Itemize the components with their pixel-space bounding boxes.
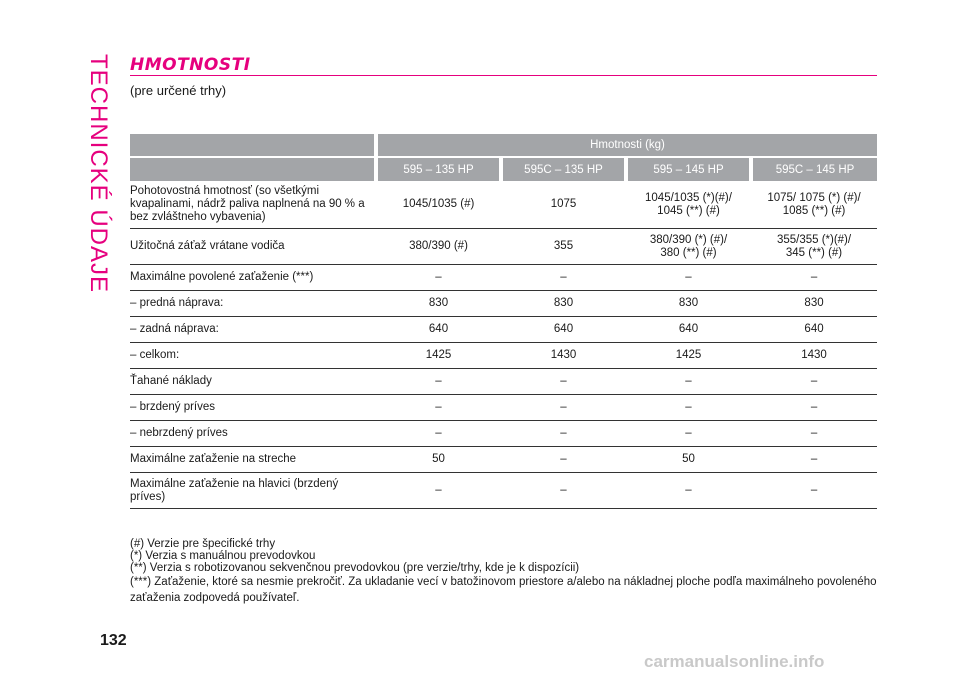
table-cell: 830 (626, 291, 751, 317)
table-cell: – (751, 473, 877, 509)
table-cell: – (376, 395, 501, 421)
table-cell: 1045/1035 (*)(#)/ 1045 (**) (#) (626, 181, 751, 229)
footnotes (130, 538, 877, 606)
table-cell: 830 (751, 291, 877, 317)
table-cell: – (626, 421, 751, 447)
table-cell: – (501, 421, 626, 447)
table-row (130, 447, 877, 473)
column-header: 595 – 135 HP (376, 157, 501, 181)
table-cell: 50 (626, 447, 751, 473)
table-cell: – (751, 265, 877, 291)
column-header: 595C – 145 HP (751, 157, 877, 181)
column-header: 595 – 145 HP (626, 157, 751, 181)
table-cell: 1045/1035 (#) (376, 181, 501, 229)
weights-table (130, 134, 877, 509)
table-row (130, 181, 877, 229)
table-cell: – (751, 447, 877, 473)
table-cell: – (376, 369, 501, 395)
table-row (130, 395, 877, 421)
table-cell: – (626, 473, 751, 509)
watermark: carmanualsonline.info (644, 652, 825, 671)
table-cell: – (501, 265, 626, 291)
table-cell: – (751, 369, 877, 395)
row-label: Pohotovostná hmotnosť (so všetkými kvapalinami, nádrž paliva naplnená na 90 % a bez zvláštneho vybavenia) (130, 181, 376, 229)
table-cell: – (751, 421, 877, 447)
table-row (130, 473, 877, 509)
row-label: Maximálne zaťaženie na streche (130, 447, 376, 473)
footnote: (#) Verzie pre špecifické trhy (130, 538, 276, 550)
table-cell: – (501, 395, 626, 421)
table-row (130, 343, 877, 369)
row-label: – celkom: (130, 343, 376, 369)
table-cell: 830 (501, 291, 626, 317)
row-label: – predná náprava: (130, 291, 376, 317)
table-cell: – (376, 473, 501, 509)
row-label: – nebrzdený príves (130, 421, 376, 447)
row-label: Maximálne zaťaženie na hlavici (brzdený príves) (130, 473, 376, 509)
table-cell: – (376, 421, 501, 447)
table-cell: – (501, 369, 626, 395)
table-cell: 1430 (501, 343, 626, 369)
table-cell: 640 (501, 317, 626, 343)
table-cell: 1075/ 1075 (*) (#)/ 1085 (**) (#) (751, 181, 877, 229)
table-row (130, 369, 877, 395)
row-label: – zadná náprava: (130, 317, 376, 343)
column-header: 595C – 135 HP (501, 157, 626, 181)
footnote: (*) Verzia s manuálnou prevodovkou (130, 550, 316, 562)
row-label: – brzdený príves (130, 395, 376, 421)
table-cell: – (501, 447, 626, 473)
table-cell: 640 (626, 317, 751, 343)
subtitle: (pre určené trhy) (130, 83, 227, 98)
table-cell: – (626, 395, 751, 421)
section-title: HMOTNOSTI (130, 55, 251, 75)
table-cell: 50 (376, 447, 501, 473)
header-blank (130, 134, 376, 157)
table-cell: 1075 (501, 181, 626, 229)
table-cell: 380/390 (#) (376, 229, 501, 265)
table-cell: 355/355 (*)(#)/ 345 (**) (#) (751, 229, 877, 265)
table-cell: – (376, 265, 501, 291)
page-number: 132 (100, 632, 127, 649)
table-cell: 1430 (751, 343, 877, 369)
row-label: Maximálne povolené zaťaženie (***) (130, 265, 376, 291)
table-row (130, 421, 877, 447)
row-label: Ťahané náklady (130, 369, 376, 395)
table-cell: 355 (501, 229, 626, 265)
row-label: Užitočná záťaž vrátane vodiča (130, 229, 376, 265)
table-cell: – (751, 395, 877, 421)
table-cell: – (626, 265, 751, 291)
table-cell: 830 (376, 291, 501, 317)
table-cell: – (626, 369, 751, 395)
table-row (130, 265, 877, 291)
table-cell: 1425 (626, 343, 751, 369)
header-blank-2 (130, 157, 376, 181)
table-row (130, 291, 877, 317)
table-cell: 640 (751, 317, 877, 343)
footnote: (**) Verzia s robotizovanou sekvenčnou prevodovkou (pre verzie/trhy, kde je k dispozícii) (130, 562, 580, 574)
table-cell: 640 (376, 317, 501, 343)
side-section-title: TECHNICKÉ ÚDAJE (85, 54, 112, 294)
table-cell: 380/390 (*) (#)/ 380 (**) (#) (626, 229, 751, 265)
table-cell: – (501, 473, 626, 509)
table-row (130, 317, 877, 343)
footnote: (***) Zaťaženie, ktoré sa nesmie prekročiť. Za ukladanie vecí v batožinovom priestore a/alebo na nákladnej ploche podľa maximálneho povoleného zaťaženia zodpovedá používateľ. (130, 576, 877, 604)
table-row (130, 229, 877, 265)
title-rule (130, 75, 877, 76)
group-header: Hmotnosti (kg) (376, 134, 877, 157)
table-cell: 1425 (376, 343, 501, 369)
